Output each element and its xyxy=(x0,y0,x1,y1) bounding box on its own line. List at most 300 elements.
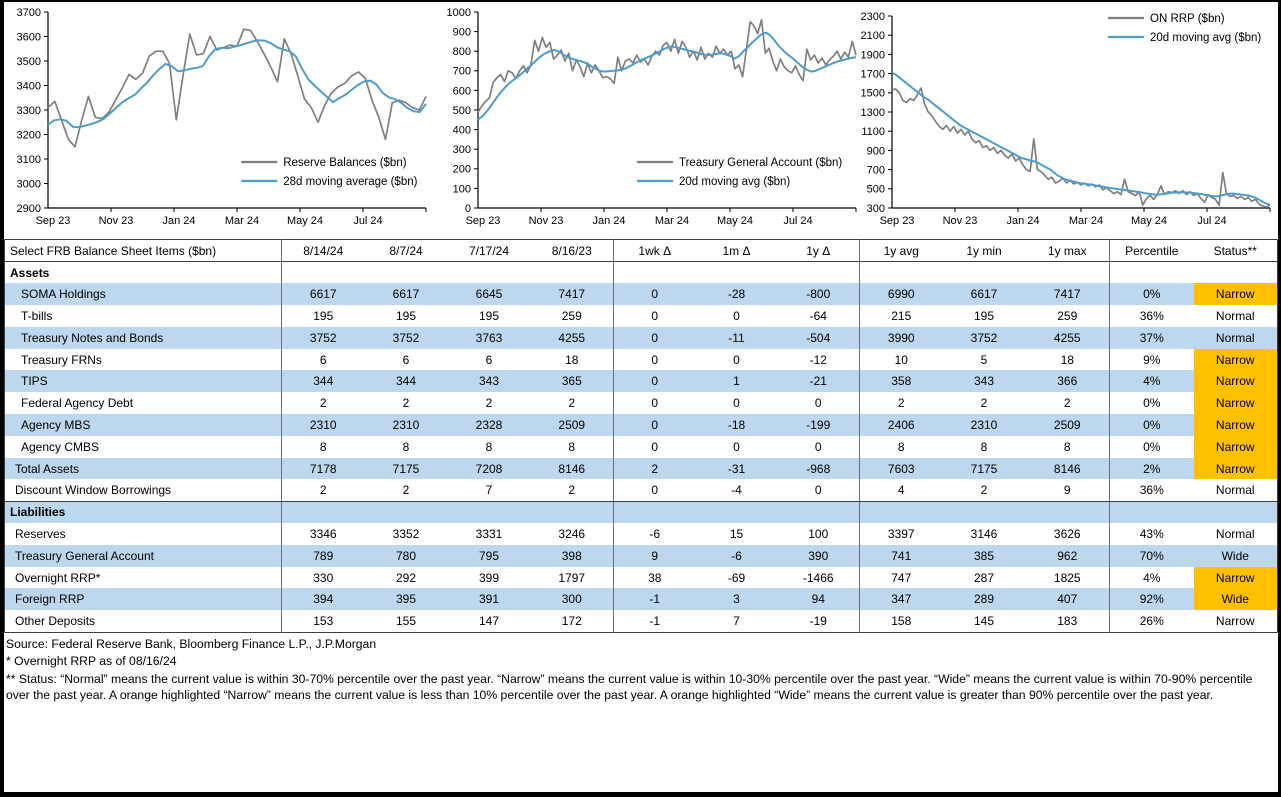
cell: 391 xyxy=(448,588,531,610)
x-tick-label: Mar 24 xyxy=(224,215,260,227)
cell: 1825 xyxy=(1053,570,1081,585)
chart-svg xyxy=(438,4,862,234)
cell: 365 xyxy=(531,370,614,392)
cell: 9 xyxy=(1026,479,1110,501)
table-row xyxy=(5,545,1278,567)
cell: 347 xyxy=(860,588,943,610)
y-tick-label: 1500 xyxy=(860,87,885,100)
y-tick-label: 400 xyxy=(452,124,471,137)
chart-svg xyxy=(8,4,432,234)
x-tick-label: Jan 24 xyxy=(1006,215,1040,227)
column-header: 1y Δ xyxy=(778,240,860,262)
cell: 390 xyxy=(778,545,860,567)
cell: 0 xyxy=(614,305,696,327)
status-badge: Narrow xyxy=(1194,436,1278,458)
x-tick-label: Nov 23 xyxy=(98,215,134,227)
y-tick-label: 3200 xyxy=(16,129,41,142)
cell: 6 xyxy=(485,352,493,367)
cell: 37% xyxy=(1110,327,1194,349)
table-row xyxy=(5,501,1278,523)
y-tick-label: 3600 xyxy=(16,31,41,44)
cell: 780 xyxy=(365,545,448,567)
cell: 289 xyxy=(943,588,1026,610)
cell: 3352 xyxy=(392,526,420,541)
status-badge: Wide xyxy=(1194,545,1278,567)
cell: -11 xyxy=(696,327,778,349)
cell: 741 xyxy=(860,545,943,567)
cell: 0 xyxy=(614,479,696,501)
row-label: Federal Agency Debt xyxy=(21,396,134,411)
column-header: 8/7/24 xyxy=(365,240,448,262)
cell: 9 xyxy=(614,545,696,567)
cell: 7 xyxy=(448,479,531,501)
cell xyxy=(1110,262,1194,284)
cell: 3346 xyxy=(282,523,365,545)
column-header: 1wk Δ xyxy=(614,240,696,262)
cell: -968 xyxy=(778,458,860,480)
cell: 9% xyxy=(1110,349,1194,371)
x-tick-label: Jan 24 xyxy=(162,215,196,227)
y-tick-label: 100 xyxy=(452,183,471,196)
table-row xyxy=(5,305,1278,327)
cell: 0% xyxy=(1110,414,1194,436)
cell xyxy=(943,262,1026,284)
cell: -1 xyxy=(614,588,696,610)
cell: 395 xyxy=(365,588,448,610)
cell: 4% xyxy=(1110,567,1194,589)
row-label: Agency MBS xyxy=(5,414,282,436)
cell xyxy=(696,262,778,284)
cell: -21 xyxy=(778,370,860,392)
y-tick-label: 3500 xyxy=(16,55,41,68)
cell: 15 xyxy=(729,526,744,541)
column-header: 1y max xyxy=(1026,240,1110,262)
balance-sheet-table-wrap xyxy=(4,239,1277,633)
x-tick-label: Nov 23 xyxy=(528,215,564,227)
x-tick-label: Sep 23 xyxy=(879,215,915,227)
y-tick-label: 2900 xyxy=(16,202,41,215)
cell: 2328 xyxy=(448,414,531,436)
cell: 195 xyxy=(395,308,417,323)
x-tick-label: Mar 24 xyxy=(1068,215,1104,227)
cell: 398 xyxy=(531,545,614,567)
cell: 6617 xyxy=(365,283,448,305)
cell: 92% xyxy=(1110,588,1194,610)
cell: 4% xyxy=(1110,370,1194,392)
cell: 2 xyxy=(282,479,365,501)
cell: 292 xyxy=(395,570,417,585)
status-badge xyxy=(1194,501,1278,523)
cell: 366 xyxy=(1026,370,1110,392)
cell: 6 xyxy=(402,352,410,367)
cell: 343 xyxy=(943,370,1026,392)
cell: 2 xyxy=(365,479,448,501)
row-label: TIPS xyxy=(5,370,282,392)
series-line xyxy=(892,88,1270,207)
status-badge: Narrow xyxy=(1215,613,1255,628)
cell: 6645 xyxy=(448,283,531,305)
table-row xyxy=(5,414,1278,436)
legend-label: ON RRP ($bn) xyxy=(1150,13,1225,26)
cell: 147 xyxy=(478,613,500,628)
cell: 7603 xyxy=(860,458,943,480)
table-row xyxy=(5,392,1278,414)
cell: 8 xyxy=(1063,439,1071,454)
y-tick-label: 200 xyxy=(452,163,471,176)
table-row xyxy=(5,588,1278,610)
column-header: 1y avg xyxy=(860,240,943,262)
cell xyxy=(614,262,696,284)
cell: 4 xyxy=(860,479,943,501)
cell: 747 xyxy=(860,567,943,589)
cell: -18 xyxy=(696,414,778,436)
cell: 330 xyxy=(282,567,365,589)
cell: 6990 xyxy=(860,283,943,305)
cell: 8 xyxy=(568,439,576,454)
y-tick-label: 1300 xyxy=(860,106,885,119)
cell: 2 xyxy=(402,396,410,411)
cell: 6617 xyxy=(282,283,365,305)
cell xyxy=(282,262,365,284)
rrp-asof-note: * Overnight RRP as of 08/16/24 xyxy=(6,653,177,668)
cell: 385 xyxy=(943,545,1026,567)
column-header: Status** xyxy=(1194,240,1278,262)
cell: 0 xyxy=(778,479,860,501)
cell: 1797 xyxy=(558,570,586,585)
source-note: Source: Federal Reserve Bank, Bloomberg Finance L.P., J.P.Morgan xyxy=(6,636,377,651)
cell: 259 xyxy=(1057,308,1078,323)
cell: 2 xyxy=(568,396,576,411)
cell: 0 xyxy=(614,414,696,436)
series-line xyxy=(48,40,426,127)
cell: 344 xyxy=(365,370,448,392)
cell: 183 xyxy=(1057,613,1078,628)
cell: 0 xyxy=(614,370,696,392)
cell: 2 xyxy=(943,479,1026,501)
cell: 0 xyxy=(614,436,696,458)
cell xyxy=(531,262,614,284)
status-badge: Narrow xyxy=(1194,414,1278,436)
row-label: Treasury General Account xyxy=(5,545,282,567)
cell: -800 xyxy=(778,283,860,305)
status-definition-note: ** Status: “Normal” means the current value is within 30-70% percentile over the past year. “Narrow” means the current value is within 10-30% percentile over the past year. “Wide” means the current value is within 70-90% percentile over the past year. A orange highlighted “Narrow” means the current value is less than 10% percentile over the past year. A orange highlighted “Wide” means the current value is greater than 90% percentile over the past year. xyxy=(6,672,1253,703)
status-badge: Narrow xyxy=(1194,458,1278,480)
cell: 26% xyxy=(1110,610,1194,632)
table-row xyxy=(5,283,1278,305)
row-label: Agency CMBS xyxy=(21,439,100,454)
cell: 7178 xyxy=(282,458,365,480)
cell: 158 xyxy=(860,610,943,632)
x-tick-label: May 24 xyxy=(1130,215,1168,227)
y-tick-label: 500 xyxy=(452,104,471,117)
y-tick-label: 900 xyxy=(866,145,885,158)
status-badge: Narrow xyxy=(1194,567,1278,589)
column-header: Percentile xyxy=(1110,240,1194,262)
cell xyxy=(365,262,448,284)
cell: 2310 xyxy=(365,414,448,436)
cell: 300 xyxy=(531,588,614,610)
status-badge: Normal xyxy=(1194,327,1278,349)
cell: 2310 xyxy=(943,414,1026,436)
column-header: 8/16/23 xyxy=(531,240,614,262)
cell: -64 xyxy=(809,308,827,323)
cell: 195 xyxy=(282,305,365,327)
cell: 8 xyxy=(980,439,988,454)
chart-on-rrp xyxy=(852,4,1276,239)
row-label: Treasury FRNs xyxy=(21,352,102,367)
y-tick-label: 3700 xyxy=(16,6,41,19)
column-header: 1m Δ xyxy=(696,240,778,262)
y-tick-label: 2100 xyxy=(860,30,885,43)
report-page xyxy=(4,2,1278,792)
cell: 0 xyxy=(733,352,740,367)
cell: 3626 xyxy=(1053,526,1081,541)
y-tick-label: 2300 xyxy=(860,10,885,23)
x-tick-label: Nov 23 xyxy=(942,215,978,227)
cell: 2310 xyxy=(282,414,365,436)
cell: 0 xyxy=(733,439,740,454)
cell: 10 xyxy=(860,349,943,371)
cell: 259 xyxy=(561,308,582,323)
x-tick-label: Jul 24 xyxy=(1197,215,1227,227)
cell: 407 xyxy=(1026,588,1110,610)
x-tick-label: Jul 24 xyxy=(353,215,383,227)
cell: 789 xyxy=(282,545,365,567)
cell: 7175 xyxy=(365,458,448,480)
cell xyxy=(696,501,778,523)
cell: -12 xyxy=(809,352,827,367)
cell: 3752 xyxy=(365,327,448,349)
cell: 8 xyxy=(282,436,365,458)
cell: 358 xyxy=(860,370,943,392)
cell: 145 xyxy=(973,613,995,628)
cell xyxy=(860,501,943,523)
table-title: Select FRB Balance Sheet Items ($bn) xyxy=(5,240,282,262)
balance-sheet-table xyxy=(4,239,1278,633)
table-row xyxy=(5,436,1278,458)
cell xyxy=(448,262,531,284)
cell: 2 xyxy=(282,392,365,414)
chart-reserve-balances xyxy=(8,4,432,239)
cell: 6617 xyxy=(943,283,1026,305)
table-row xyxy=(5,327,1278,349)
column-header: 8/14/24 xyxy=(282,240,365,262)
cell: 4255 xyxy=(531,327,614,349)
cell: 3763 xyxy=(448,327,531,349)
row-label: Overnight RRP* xyxy=(15,570,101,585)
x-tick-label: Sep 23 xyxy=(35,215,71,227)
cell: 2406 xyxy=(860,414,943,436)
y-tick-label: 700 xyxy=(452,65,471,78)
legend-label: 20d moving avg ($bn) xyxy=(1150,32,1262,45)
cell xyxy=(614,501,696,523)
cell xyxy=(282,501,365,523)
cell: 38 xyxy=(614,567,696,589)
y-tick-label: 600 xyxy=(452,85,471,98)
cell: 18 xyxy=(565,352,579,367)
cell: 94 xyxy=(778,588,860,610)
table-row xyxy=(5,523,1278,545)
cell: -6 xyxy=(696,545,778,567)
status-badge: Normal xyxy=(1215,308,1255,323)
cell: 0 xyxy=(614,392,696,414)
cell: 3752 xyxy=(943,327,1026,349)
cell: 8 xyxy=(402,439,410,454)
x-tick-label: May 24 xyxy=(286,215,324,227)
y-tick-label: 1900 xyxy=(860,49,885,62)
cell: 7417 xyxy=(531,283,614,305)
cell: 344 xyxy=(282,370,365,392)
cell: 287 xyxy=(973,570,995,585)
y-tick-label: 3400 xyxy=(16,80,41,93)
row-label: Discount Window Borrowings xyxy=(5,479,282,501)
cell: 2 xyxy=(860,392,943,414)
cell: 43% xyxy=(1110,523,1194,545)
cell: 2 xyxy=(531,479,614,501)
cell: 100 xyxy=(808,526,829,541)
x-tick-label: Jul 24 xyxy=(783,215,813,227)
y-tick-label: 500 xyxy=(866,183,885,196)
cell: 7417 xyxy=(1026,283,1110,305)
cell: 0% xyxy=(1110,283,1194,305)
cell: -69 xyxy=(727,570,746,585)
cell: 0 xyxy=(733,396,740,411)
cell: 3 xyxy=(696,588,778,610)
status-badge: Narrow xyxy=(1194,349,1278,371)
cell: 2509 xyxy=(1026,414,1110,436)
y-tick-label: 800 xyxy=(452,46,471,59)
x-tick-label: Sep 23 xyxy=(465,215,501,227)
cell: 7175 xyxy=(943,458,1026,480)
table-row xyxy=(5,370,1278,392)
cell: 7 xyxy=(733,613,740,628)
table-header-row xyxy=(5,240,1278,262)
cell: 3752 xyxy=(282,327,365,349)
legend-label: 28d moving average ($bn) xyxy=(283,176,418,189)
cell: 0 xyxy=(814,439,822,454)
cell: 153 xyxy=(282,610,365,632)
column-header: 7/17/24 xyxy=(448,240,531,262)
cell: 6 xyxy=(282,349,365,371)
chart-svg xyxy=(852,4,1276,234)
row-label: Liabilities xyxy=(5,501,282,523)
cell: 3990 xyxy=(860,327,943,349)
cell: 36% xyxy=(1110,479,1194,501)
cell xyxy=(448,501,531,523)
cell: 2 xyxy=(614,458,696,480)
cell: 215 xyxy=(860,305,943,327)
x-tick-label: Jan 24 xyxy=(592,215,626,227)
legend-label: Treasury General Account ($bn) xyxy=(679,157,843,170)
status-badge xyxy=(1194,262,1278,284)
chart-treasury-general-account xyxy=(438,4,862,239)
cell xyxy=(1110,501,1194,523)
cell: 3146 xyxy=(970,526,998,541)
cell xyxy=(1026,262,1110,284)
cell: 2 xyxy=(485,396,493,411)
cell: -504 xyxy=(778,327,860,349)
cell xyxy=(778,501,860,523)
cell: -4 xyxy=(696,479,778,501)
legend-label: Reserve Balances ($bn) xyxy=(283,157,407,170)
column-header: 1y min xyxy=(943,240,1026,262)
cell: 2509 xyxy=(531,414,614,436)
y-tick-label: 3000 xyxy=(16,178,41,191)
cell: 0 xyxy=(733,308,740,323)
row-label: SOMA Holdings xyxy=(5,283,282,305)
cell: -1466 xyxy=(802,570,834,585)
cell: 172 xyxy=(561,613,582,628)
cell: 8146 xyxy=(531,458,614,480)
cell: 3246 xyxy=(558,526,586,541)
cell: 4255 xyxy=(1026,327,1110,349)
series-line xyxy=(478,20,856,112)
footnotes xyxy=(6,635,1274,703)
status-badge: Narrow xyxy=(1194,392,1278,414)
cell: 0% xyxy=(1110,436,1194,458)
cell xyxy=(1026,501,1110,523)
cell: 2 xyxy=(980,396,988,411)
legend-label: 20d moving avg ($bn) xyxy=(679,176,791,189)
row-label: Other Deposits xyxy=(15,613,96,628)
cell: 399 xyxy=(478,570,500,585)
y-tick-label: 700 xyxy=(866,164,885,177)
cell: 795 xyxy=(448,545,531,567)
cell: 36% xyxy=(1110,305,1194,327)
table-row xyxy=(5,610,1278,632)
cell: 70% xyxy=(1110,545,1194,567)
cell: 195 xyxy=(973,308,995,323)
cell: -19 xyxy=(809,613,827,628)
cell: -31 xyxy=(696,458,778,480)
cell: 0 xyxy=(614,283,696,305)
status-badge: Wide xyxy=(1194,588,1278,610)
cell: 0 xyxy=(614,327,696,349)
y-tick-label: 1000 xyxy=(446,6,471,19)
cell xyxy=(531,501,614,523)
y-tick-label: 300 xyxy=(866,202,885,215)
cell: 8 xyxy=(485,439,493,454)
row-label: Total Assets xyxy=(5,458,282,480)
cell: 155 xyxy=(395,613,417,628)
table-row xyxy=(5,262,1278,284)
cell: -28 xyxy=(696,283,778,305)
cell: -1 xyxy=(614,610,696,632)
x-tick-label: Mar 24 xyxy=(654,215,690,227)
row-label: Treasury Notes and Bonds xyxy=(5,327,282,349)
row-label: Reserves xyxy=(15,526,66,541)
cell: 7208 xyxy=(448,458,531,480)
x-tick-label: May 24 xyxy=(716,215,754,227)
cell: 962 xyxy=(1026,545,1110,567)
y-tick-label: 3300 xyxy=(16,104,41,117)
cell: -6 xyxy=(614,523,696,545)
cell: 0% xyxy=(1110,392,1194,414)
cell xyxy=(778,262,860,284)
table-row xyxy=(5,458,1278,480)
y-tick-label: 3100 xyxy=(16,153,41,166)
cell: 2 xyxy=(1063,396,1071,411)
y-tick-label: 0 xyxy=(464,202,471,215)
y-tick-label: 1700 xyxy=(860,68,885,81)
cell: 394 xyxy=(282,588,365,610)
table-row xyxy=(5,567,1278,589)
cell: 195 xyxy=(478,308,500,323)
status-badge: Narrow xyxy=(1194,283,1278,305)
status-badge: Normal xyxy=(1215,526,1255,541)
cell: 0 xyxy=(614,349,696,371)
cell: 3331 xyxy=(475,526,503,541)
